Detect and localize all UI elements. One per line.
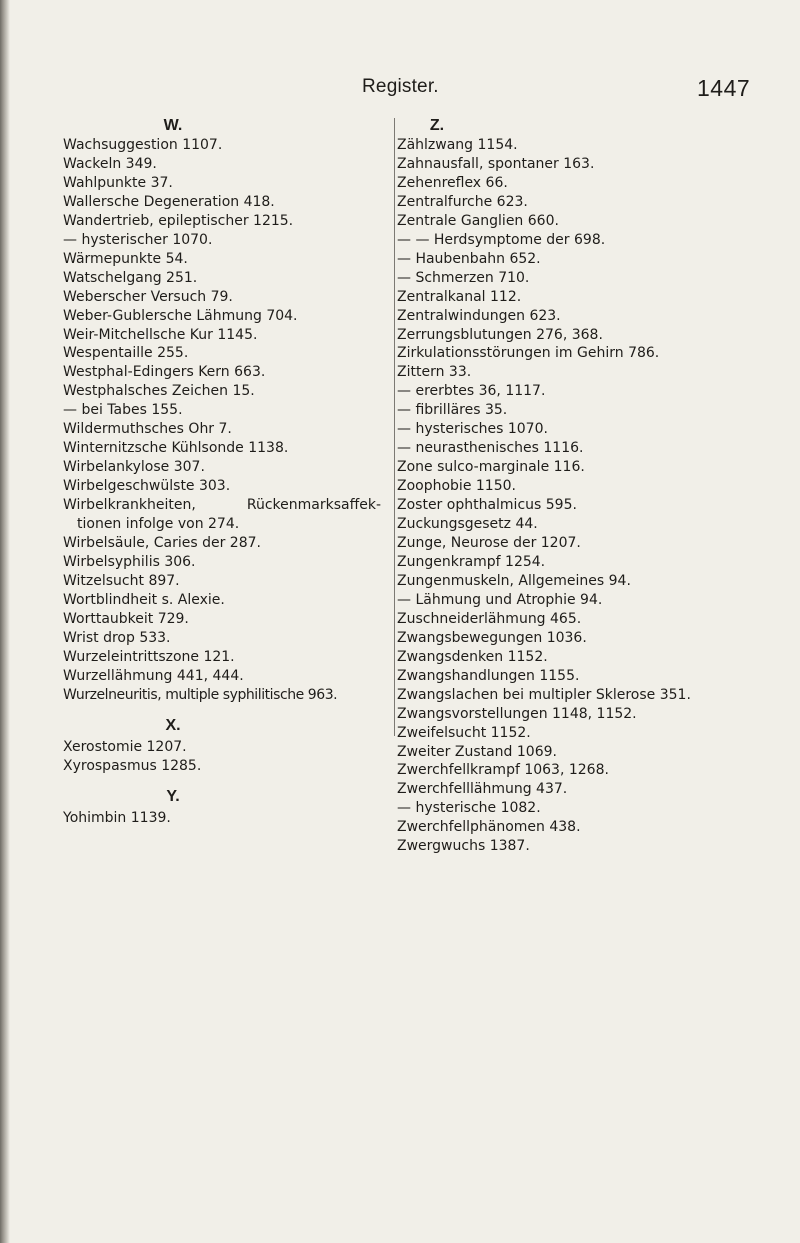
left-column [63, 116, 383, 827]
index-entry: Weberscher Versuch 79. [63, 288, 233, 305]
letter-heading-y: Y. [166, 787, 180, 805]
index-subentry: — hysterisches 1070. [397, 421, 548, 438]
index-entry: Zwangsdenken 1152. [397, 648, 548, 665]
index-entry: Wackeln 349. [63, 155, 157, 172]
index-entry: Yohimbin 1139. [63, 809, 171, 826]
index-subentry: — hysterischer 1070. [63, 231, 213, 248]
letter-heading-z: Z. [429, 117, 445, 134]
index-entry: Zwangslachen bei multipler Sklerose 351. [397, 686, 691, 703]
index-entry: Zwergwuchs 1387. [397, 838, 530, 855]
index-entry: Watschelgang 251. [63, 269, 198, 286]
index-entry: Wirbelankylose 307. [63, 459, 205, 476]
index-entry: Zwerchfellphänomen 438. [397, 819, 581, 836]
index-entry: Zirkulationsstörungen im Gehirn 786. [397, 345, 660, 362]
index-subentry: — hysterische 1082. [397, 800, 541, 817]
index-entry: Westphalsches Zeichen 15. [63, 383, 255, 400]
index-entry: Wortblindheit s. Alexie. [63, 591, 225, 608]
index-entry: Zoster ophthalmicus 595. [397, 497, 577, 514]
index-subentry: — bei Tabes 155. [63, 402, 183, 419]
right-column [397, 116, 797, 856]
index-entry: Zentralwindungen 623. [397, 307, 561, 324]
index-entry: Zählzwang 1154. [397, 137, 518, 153]
index-entry: Wurzelneuritis, multiple syphilitische 963. [63, 686, 338, 703]
letter-heading-w: W. [163, 117, 183, 134]
index-entry: Witzelsucht 897. [63, 572, 180, 589]
index-entry: Zone sulco-marginale 116. [397, 459, 585, 476]
index-entry: Zungenmuskeln, Allgemeines 94. [397, 572, 631, 589]
index-entry: Wurzellähmung 441, 444. [63, 667, 244, 684]
index-entry: Zittern 33. [397, 364, 472, 381]
index-subentry: — ererbtes 36, 1117. [397, 383, 546, 400]
index-entry: Zwangsvorstellungen 1148, 1152. [397, 705, 637, 722]
index-subentry: — fibrilläres 35. [397, 402, 508, 419]
index-entry: Westphal-Edingers Kern 663. [63, 364, 266, 381]
index-entry: Worttaubkeit 729. [63, 610, 189, 627]
index-entry: Weber-Gublersche Lähmung 704. [63, 307, 298, 324]
index-entry: Zwerchfellkrampf 1063, 1268. [397, 762, 609, 779]
index-subentry: — neurasthenisches 1116. [397, 440, 584, 457]
index-entry: Xerostomie 1207. [63, 738, 187, 755]
index-entry: Zehenreflex 66. [397, 174, 508, 191]
index-entry: Zuckungsgesetz 44. [397, 516, 538, 533]
index-entry: Zentrale Ganglien 660. [397, 212, 559, 229]
index-entry: Wurzeleintrittszone 121. [63, 648, 235, 665]
page-binding-edge [0, 0, 10, 1243]
index-entry: Zoophobie 1150. [397, 478, 516, 495]
index-entry: Wallersche Degeneration 418. [63, 193, 275, 210]
index-subentry: — Lähmung und Atrophie 94. [397, 591, 603, 608]
index-entry: Zahnausfall, spontaner 163. [397, 155, 595, 172]
index-entry: Zentralkanal 112. [397, 288, 522, 305]
index-entry: Weir-Mitchellsche Kur 1145. [63, 326, 258, 343]
column-divider [394, 118, 395, 736]
index-entry: Winternitzsche Kühlsonde 1138. [63, 440, 289, 457]
index-entry: Wespentaille 255. [63, 345, 189, 362]
index-entry-continuation: tionen infolge von 274. [77, 516, 240, 533]
index-entry: Wachsuggestion 1107. [63, 137, 223, 153]
index-entry: Wandertrieb, epileptischer 1215. [63, 212, 294, 229]
index-entry: Wirbelsäule, Caries der 287. [63, 535, 261, 552]
letter-heading-x: X. [165, 716, 181, 734]
index-entry: Wirbelgeschwülste 303. [63, 478, 231, 495]
index-entry: Wirbelkrankheiten, Rückenmarksaffek- [63, 497, 381, 514]
index-subentry: — — Herdsymptome der 698. [397, 231, 606, 248]
index-entry: Zwangsbewegungen 1036. [397, 629, 587, 646]
index-subentry: — Schmerzen 710. [397, 269, 530, 286]
running-title: Register. [362, 76, 439, 97]
index-entry: Wärmepunkte 54. [63, 250, 188, 267]
index-entry: Wahlpunkte 37. [63, 174, 173, 191]
index-entry: Zweifelsucht 1152. [397, 724, 531, 741]
page-number: 1447 [697, 75, 751, 101]
index-entry: Zweiter Zustand 1069. [397, 743, 557, 760]
index-entry: Zwangshandlungen 1155. [397, 667, 580, 684]
index-entry: Zerrungsblutungen 276, 368. [397, 326, 603, 343]
index-entry: Wrist drop 533. [63, 629, 171, 646]
index-entry: Zuschneiderlähmung 465. [397, 610, 582, 627]
index-entry: Wirbelsyphilis 306. [63, 553, 196, 570]
index-entry: Zungenkrampf 1254. [397, 553, 546, 570]
index-entry: Zunge, Neurose der 1207. [397, 535, 581, 552]
index-entry: Wildermuthsches Ohr 7. [63, 421, 232, 438]
index-subentry: — Haubenbahn 652. [397, 250, 541, 267]
index-entry: Zwerchfelllähmung 437. [397, 781, 568, 798]
index-entry: Zentralfurche 623. [397, 193, 528, 210]
index-entry: Xyrospasmus 1285. [63, 757, 202, 774]
